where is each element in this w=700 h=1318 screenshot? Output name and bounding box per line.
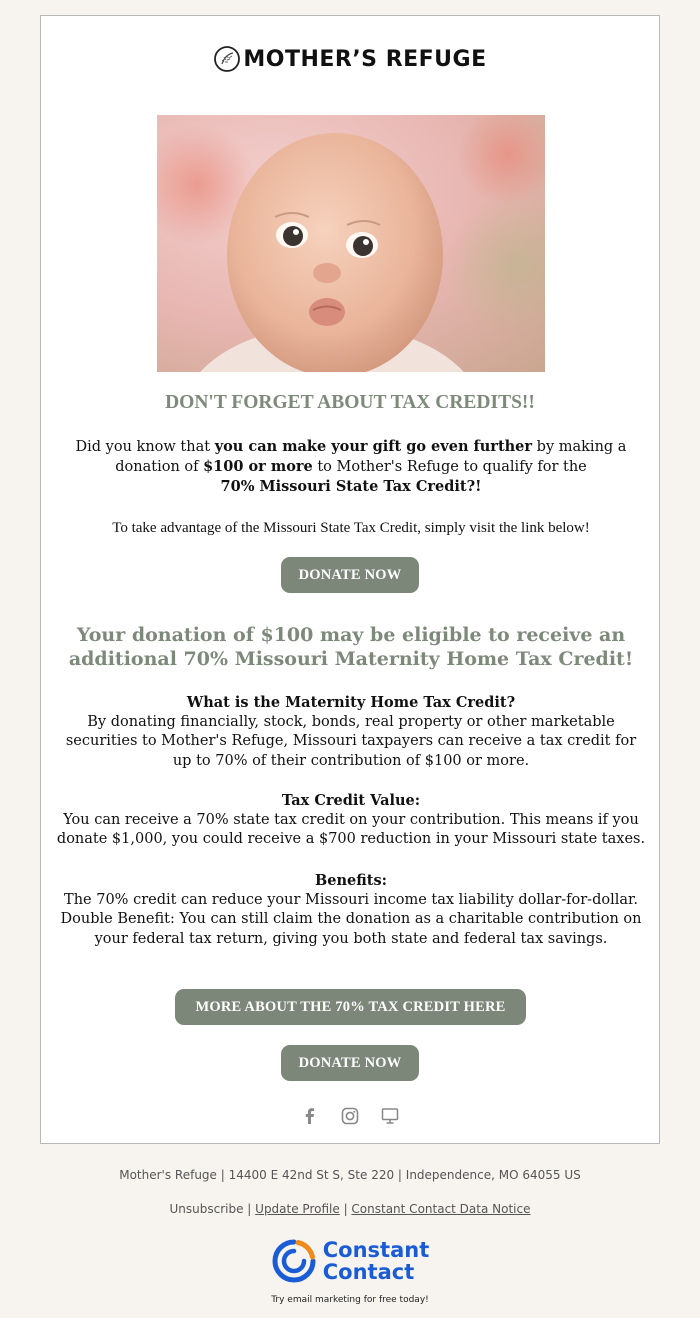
section-title: Tax Credit Value: <box>281 792 421 809</box>
intro-paragraph: Did you know that you can make your gift go even further by making a donation of $100 or more to Mother's Refuge to qualify for the 70% Missouri State Tax Credit?! <box>75 438 627 495</box>
unsubscribe-link[interactable]: Unsubscribe <box>169 1202 244 1216</box>
section-credit-value <box>56 791 646 850</box>
headline: DON'T FORGET ABOUT TAX CREDITS!! <box>165 392 535 413</box>
constant-contact-logo[interactable] <box>0 1238 700 1288</box>
section-title: What is the Maternity Home Tax Credit? <box>186 694 516 711</box>
update-profile-link[interactable]: Update Profile <box>255 1202 340 1216</box>
section-what-is <box>56 693 646 771</box>
facebook-icon[interactable] <box>301 1107 319 1125</box>
social-links <box>41 1107 659 1125</box>
section-body: The 70% credit can reduce your Missouri income tax liability dollar-for-dollar. Double Benefit: You can still claim the donation as a charitable contribution on your federal tax return, giving you both state and federal tax savings. <box>60 891 642 947</box>
more-about-tax-credit-button[interactable]: MORE ABOUT THE 70% TAX CREDIT HERE <box>175 989 526 1025</box>
baby-photo <box>157 115 545 372</box>
constant-contact-icon <box>271 1238 317 1284</box>
brand-logo[interactable] <box>41 45 659 77</box>
footer-links: Unsubscribe | Update Profile | Constant Contact Data Notice <box>169 1202 531 1216</box>
website-icon[interactable] <box>381 1107 399 1125</box>
data-notice-link[interactable]: Constant Contact Data Notice <box>351 1202 531 1216</box>
constant-contact-wordmark: Constant Contact <box>322 1238 430 1284</box>
section-title: Benefits: <box>314 872 387 889</box>
email-card <box>40 15 660 1144</box>
instagram-icon[interactable] <box>341 1107 359 1125</box>
subheadline: Your donation of $100 may be eligible to receive an additional 70% Missouri Maternity Home Tax Credit! <box>68 624 634 670</box>
section-body: By donating financially, stock, bonds, real property or other marketable securities to Mother's Refuge, Missouri taxpayers can receive a tax credit for up to 70% of their contribution of $100 or more. <box>65 713 637 769</box>
donate-now-button-2[interactable]: DONATE NOW <box>281 1045 419 1081</box>
section-benefits <box>56 871 646 949</box>
brand-logo-icon <box>213 45 241 73</box>
link-instruction: To take advantage of the Missouri State Tax Credit, simply visit the link below! <box>112 520 590 536</box>
hero-image[interactable] <box>157 115 545 372</box>
constant-contact-tagline[interactable]: Try email marketing for free today! <box>271 1295 429 1305</box>
brand-name: MOTHER’S REFUGE <box>243 46 487 72</box>
footer-address: Mother's Refuge | 14400 E 42nd St S, Ste 220 | Independence, MO 64055 US <box>119 1168 581 1182</box>
section-body: You can receive a 70% state tax credit on your contribution. This means if you donate $1,000, you could receive a $700 reduction in your Missouri state taxes. <box>56 811 646 847</box>
donate-now-button[interactable]: DONATE NOW <box>281 557 419 593</box>
